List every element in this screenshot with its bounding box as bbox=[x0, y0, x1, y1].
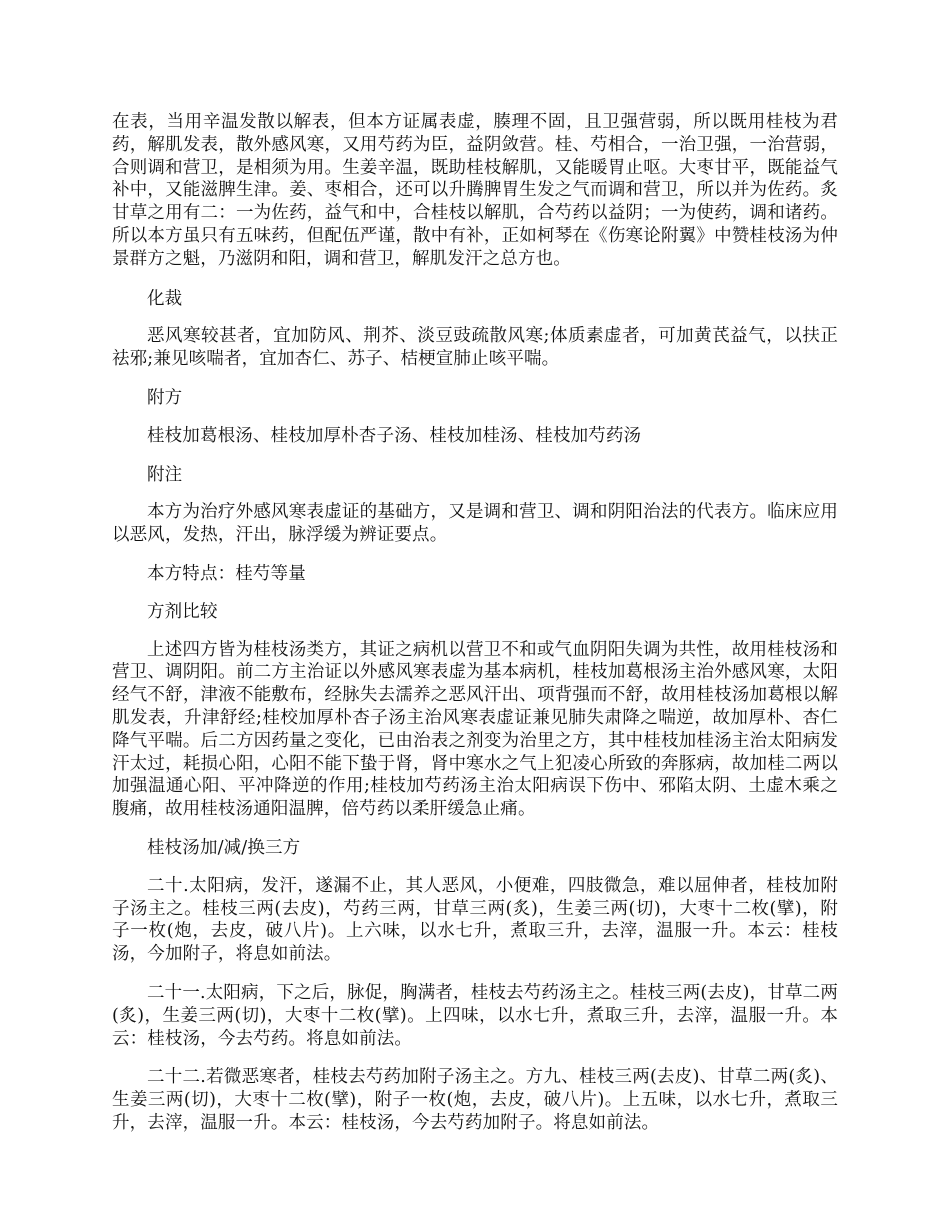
heading-comparison: 方剂比较 bbox=[147, 601, 218, 622]
paragraph-feature: 本方特点：桂芍等量 bbox=[147, 563, 306, 584]
paragraph-comparison: 上述四方皆为桂枝汤类方，其证之病机以营卫不和或气血阴阳失调为共性，故用桂枝汤和营卫、调阴阳。前二方主治证以外感风寒表虚为基本病机，桂枝加葛根汤主治外感风寒，太阳经气不舒，津液不能敷布，经脉失去濡养之恶风汗出、项背强而不舒，故用桂枝汤加葛根以解肌发表，升津舒经;桂校加厚朴杏子汤主治风寒表虚证兼见肺失肃降之喘逆，故加厚朴、杏仁降气平喘。后二方因药量之变化，已由治表之剂变为治里之方，其中桂枝加桂汤主治太阳病发汗太过，耗损心阳，心阳不能下蛰于肾，肾中寒水之气上犯凌心所致的奔豚病，故加桂二两以加强温通心阳、平冲降逆的作用;桂枝加芍药汤主治太阳病误下伤中、邪陷太阴、土虚木乘之腹痛，故用桂枝汤通阳温脾，倍芍药以柔肝缓急止痛。 bbox=[112, 639, 838, 820]
paragraph-appended-formulas: 桂枝加葛根汤、桂枝加厚朴杏子汤、桂枝加桂汤、桂枝加芍药汤 bbox=[147, 425, 642, 446]
paragraph-notes: 本方为治疗外感风寒表虚证的基础方，又是调和营卫、调和阴阳治法的代表方。临床应用以恶风，发热，汗出，脉浮缓为辨证要点。 bbox=[112, 502, 838, 546]
heading-appended-formulas: 附方 bbox=[147, 387, 183, 408]
paragraph-modification: 恶风寒较甚者，宜加防风、荆芥、淡豆豉疏散风寒;体质素虚者，可加黄芪益气，以扶正祛邪;兼见咳喘者，宜加杏仁、苏子、桔梗宣肺止咳平喘。 bbox=[112, 326, 838, 370]
paragraph-analysis-continued: 在表，当用辛温发散以解表，但本方证属表虚，腠理不固，且卫强营弱，所以既用桂枝为君药，解肌发表，散外感风寒，又用芍药为臣，益阴敛营。桂、芍相合，一治卫强，一治营弱，合则调和营卫，是相须为用。生姜辛温，既助桂枝解肌，又能暖胃止呕。大枣甘平，既能益气补中，又能滋脾生津。姜、枣相合，还可以升腾脾胃生发之气而调和营卫，所以并为佐药。炙甘草之用有二：一为佐药，益气和中，合桂枝以解肌，合芍药以益阴；一为使药，调和诸药。所以本方虽只有五味药，但配伍严谨，散中有补，正如柯琴在《伤寒论附翼》中赞桂枝汤为仲景群方之魁，乃滋阴和阳，调和营卫，解肌发汗之总方也。 bbox=[112, 112, 838, 269]
heading-notes: 附注 bbox=[147, 464, 183, 485]
document-page bbox=[112, 111, 838, 1151]
heading-modification: 化裁 bbox=[147, 288, 183, 309]
paragraph-clause-22: 二十二.若微恶寒者，桂枝去芍药加附子汤主之。方九、桂枝三两(去皮)、甘草二两(炙)、生姜三两(切)，大枣十二枚(擘)，附子一枚(炮，去皮，破八片)。上五味，以水七升，煮取三升，去滓，温服一升。本云：桂枝汤，今去芍药加附子。将息如前法。 bbox=[112, 1067, 838, 1133]
paragraph-clause-21: 二十一.太阳病，下之后，脉促，胸满者，桂枝去芍药汤主之。桂枝三两(去皮)，甘草二两(炙)，生姜三两(切)，大枣十二枚(擘)。上四味，以水七升，煮取三升，去滓，温服一升。本云：桂枝汤，今去芍药。将息如前法。 bbox=[112, 982, 838, 1049]
paragraph-clause-20: 二十.太阳病，发汗，遂漏不止，其人恶风，小便难，四肢微急，难以屈伸者，桂枝加附子汤主之。桂枝三两(去皮)，芍药三两，甘草三两(炙)，生姜三两(切)，大枣十二枚(擘)，附子一枚(炮，去皮，破八片)。上六味，以水七升，煮取三升，去滓，温服一升。本云：桂枝汤，今加附子，将息如前法。 bbox=[112, 875, 838, 965]
heading-three-variants: 桂枝汤加/减/换三方 bbox=[147, 837, 301, 858]
